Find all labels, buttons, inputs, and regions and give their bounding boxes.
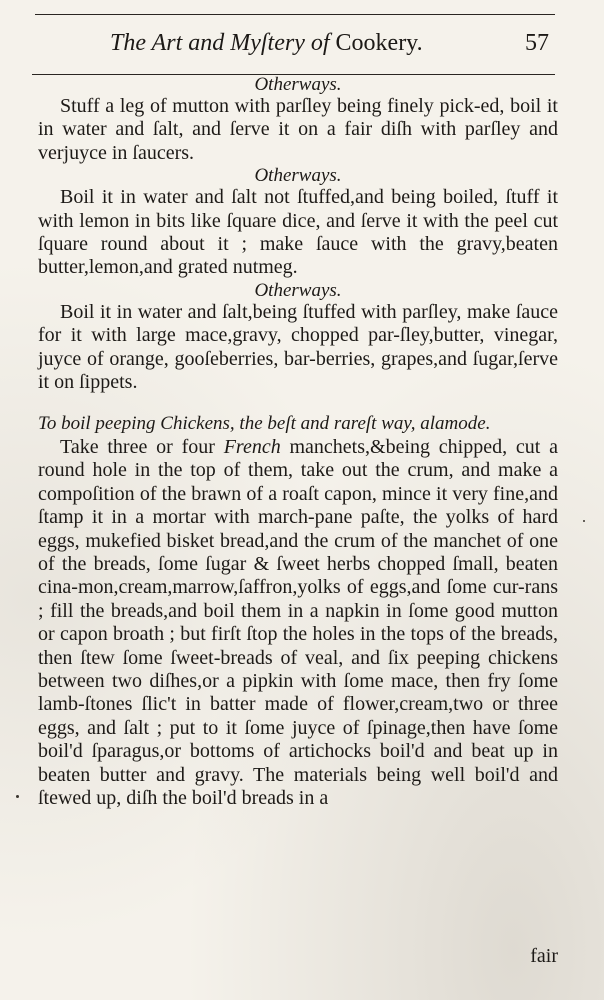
section-paragraph: Boil it in water and ſalt not ſtuffed,and being boiled, ſtuff it with lemon in bits like ſquare dice, and ſerve it with the peel cut ſquare round about it ; make ſauce with the gravy,beaten butter,lemon,and grated nutmeg. <box>38 186 558 279</box>
section-heading: Otherways. <box>254 279 342 301</box>
page-number: 57 <box>525 30 549 56</box>
recipe-text-start: Take three or four <box>60 435 224 458</box>
section-paragraph: Stuff a leg of mutton with parſley being finely pick-ed, boil it in water and ſalt, and ſerve it on a fair diſh with parſley and verjuyce in ſaucers. <box>38 95 558 164</box>
ink-speck <box>583 520 585 522</box>
recipe-paragraph <box>38 436 558 811</box>
top-rule <box>35 14 555 15</box>
catchword: fair <box>530 945 558 967</box>
section-paragraph: Boil it in water and ſalt,being ſtuffed with parſley, make ſauce for it with large mace,gravy, chopped par-ſley,butter, vinegar, juyce of orange, gooſeberries, bar-berries, grapes,and ſugar,ſerve it on ſippets. <box>38 300 558 394</box>
ink-speck <box>16 795 19 798</box>
page-body <box>38 74 558 810</box>
recipe-text-rest: manchets,&being chipped, cut a round hole in the top of them, take out the crum, and make a compoſition of the brawn of a roaſt capon, mince it very fine,and ſtamp it in a mortar with march-pane paſte, the yolks of hard eggs, mukefied bisket bread,and the crum of the manchet of one of the breads, ſome ſugar & ſweet herbs chopped ſmall, beaten cina-mon,cream,marrow,ſaffron,yolks of eggs,and ſome cur-rans ; fill the breads,and boil them in a napkin in ſome good mutton or capon broath ; but firſt ſtop the holes in the tops of the breads, then ſtew ſome ſweet-breads of veal, and ſix peeping chickens between two diſhes,or a pipkin with ſome mace, then fry ſome lamb-ſtones ſlic't in batter made of flower,cream,two or three eggs, and ſalt ; put to it ſome juyce of ſpinage,then have ſome boil'd ſparagus,or bottoms of artichocks boil'd and beat up in beaten butter and gravy. The materials being well boil'd and ſtewed up, diſh the boil'd breads in a <box>38 435 558 809</box>
running-header <box>60 26 555 66</box>
running-title <box>110 30 423 57</box>
running-title-roman: Cookery. <box>329 30 423 56</box>
section-heading: Otherways. <box>254 165 342 187</box>
recipe-italic-word: French <box>223 435 281 458</box>
recipe-title: To boil peeping Chickens, the beſt and rareſt way, alamode. <box>38 413 491 435</box>
running-title-italic: The Art and Myſtery of <box>110 30 330 56</box>
section-heading: Otherways. <box>254 74 342 95</box>
